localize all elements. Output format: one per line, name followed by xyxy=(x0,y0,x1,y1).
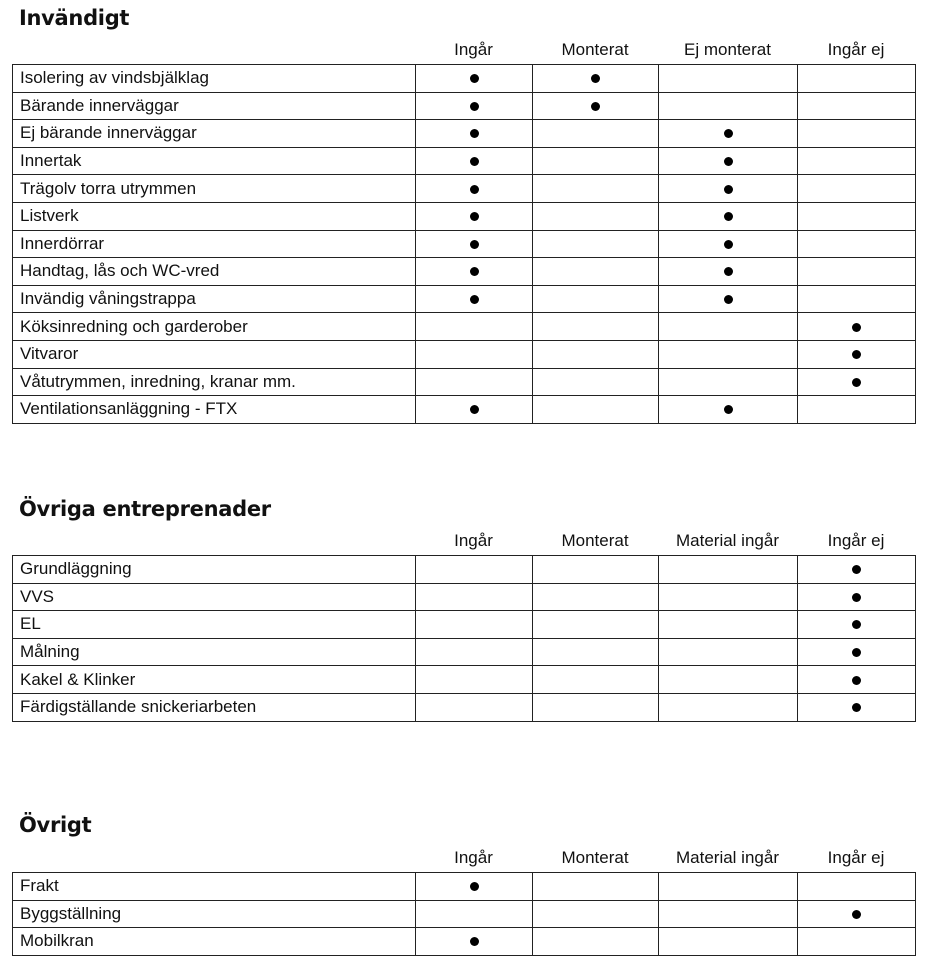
bullet-mark-icon xyxy=(470,882,479,891)
bullet-mark-icon xyxy=(470,937,479,946)
mark-cell xyxy=(533,202,659,230)
table-row xyxy=(13,368,916,396)
table-row xyxy=(13,258,916,286)
mark-cell xyxy=(798,583,916,611)
mark-cell xyxy=(416,202,533,230)
table-row xyxy=(13,583,916,611)
mark-cell xyxy=(533,340,659,368)
column-header-ej-monterat: Ej monterat xyxy=(684,40,771,59)
row-label: Bärande innerväggar xyxy=(13,92,416,120)
mark-cell xyxy=(659,92,798,120)
table-ovriga-entreprenader xyxy=(12,555,916,722)
row-label: Isolering av vindsbjälklag xyxy=(13,65,416,93)
mark-cell xyxy=(798,258,916,286)
row-label: Våtutrymmen, inredning, kranar mm. xyxy=(13,368,416,396)
mark-cell xyxy=(533,900,659,928)
mark-cell xyxy=(798,611,916,639)
column-header-monterat: Monterat xyxy=(561,531,629,550)
bullet-mark-icon xyxy=(470,240,479,249)
bullet-mark-icon xyxy=(724,185,733,194)
mark-cell xyxy=(416,65,533,93)
mark-cell xyxy=(416,693,533,721)
bullet-mark-icon xyxy=(852,676,861,685)
bullet-mark-icon xyxy=(852,593,861,602)
table-row xyxy=(13,230,916,258)
mark-cell xyxy=(798,638,916,666)
mark-cell xyxy=(416,873,533,901)
mark-cell xyxy=(416,556,533,584)
table-row xyxy=(13,693,916,721)
mark-cell xyxy=(659,928,798,956)
mark-cell xyxy=(533,873,659,901)
table-ovrigt xyxy=(12,872,916,956)
mark-cell xyxy=(798,928,916,956)
column-header-ingar: Ingår xyxy=(454,40,493,59)
column-header-monterat: Monterat xyxy=(561,40,629,59)
mark-cell xyxy=(416,396,533,424)
mark-cell xyxy=(533,396,659,424)
mark-cell xyxy=(416,147,533,175)
mark-cell xyxy=(416,258,533,286)
mark-cell xyxy=(533,313,659,341)
bullet-mark-icon xyxy=(470,295,479,304)
bullet-mark-icon xyxy=(470,212,479,221)
bullet-mark-icon xyxy=(591,74,600,83)
bullet-mark-icon xyxy=(724,405,733,414)
mark-cell xyxy=(416,638,533,666)
mark-cell xyxy=(798,340,916,368)
column-header-ingar: Ingår xyxy=(454,531,493,550)
mark-cell xyxy=(659,175,798,203)
column-header-material-ingar: Material ingår xyxy=(676,531,779,550)
bullet-mark-icon xyxy=(470,405,479,414)
mark-cell xyxy=(798,693,916,721)
column-header-monterat: Monterat xyxy=(561,848,629,867)
mark-cell xyxy=(798,285,916,313)
mark-cell xyxy=(798,873,916,901)
mark-cell xyxy=(798,175,916,203)
mark-cell xyxy=(416,583,533,611)
bullet-mark-icon xyxy=(852,323,861,332)
mark-cell xyxy=(533,230,659,258)
row-label: Handtag, lås och WC-vred xyxy=(13,258,416,286)
row-label: Frakt xyxy=(13,873,416,901)
mark-cell xyxy=(533,120,659,148)
mark-cell xyxy=(659,147,798,175)
table-row xyxy=(13,396,916,424)
bullet-mark-icon xyxy=(470,74,479,83)
row-label: EL xyxy=(13,611,416,639)
mark-cell xyxy=(416,928,533,956)
mark-cell xyxy=(659,666,798,694)
bullet-mark-icon xyxy=(724,240,733,249)
mark-cell xyxy=(659,258,798,286)
mark-cell xyxy=(798,230,916,258)
table-row xyxy=(13,873,916,901)
mark-cell xyxy=(533,611,659,639)
mark-cell xyxy=(798,666,916,694)
mark-cell xyxy=(416,92,533,120)
mark-cell xyxy=(659,583,798,611)
bullet-mark-icon xyxy=(852,378,861,387)
bullet-mark-icon xyxy=(852,620,861,629)
mark-cell xyxy=(533,368,659,396)
mark-cell xyxy=(659,611,798,639)
mark-cell xyxy=(659,202,798,230)
section-title: Övriga entreprenader xyxy=(19,497,271,521)
bullet-mark-icon xyxy=(724,212,733,221)
row-label: Ej bärande innerväggar xyxy=(13,120,416,148)
table-row xyxy=(13,147,916,175)
section-title: Övrigt xyxy=(19,813,92,837)
mark-cell xyxy=(798,368,916,396)
row-label: Kakel & Klinker xyxy=(13,666,416,694)
mark-cell xyxy=(659,120,798,148)
table-row xyxy=(13,611,916,639)
mark-cell xyxy=(533,285,659,313)
mark-cell xyxy=(416,900,533,928)
row-label: Listverk xyxy=(13,202,416,230)
table-row xyxy=(13,666,916,694)
bullet-mark-icon xyxy=(724,157,733,166)
mark-cell xyxy=(659,285,798,313)
table-row xyxy=(13,175,916,203)
mark-cell xyxy=(798,313,916,341)
column-header-material-ingar: Material ingår xyxy=(676,848,779,867)
bullet-mark-icon xyxy=(470,129,479,138)
mark-cell xyxy=(798,120,916,148)
row-label: Innertak xyxy=(13,147,416,175)
row-label: Trägolv torra utrymmen xyxy=(13,175,416,203)
column-header-ingar-ej: Ingår ej xyxy=(827,40,885,59)
mark-cell xyxy=(659,368,798,396)
row-label: Mobilkran xyxy=(13,928,416,956)
mark-cell xyxy=(798,147,916,175)
mark-cell xyxy=(659,873,798,901)
bullet-mark-icon xyxy=(852,648,861,657)
table-row xyxy=(13,928,916,956)
mark-cell xyxy=(416,666,533,694)
mark-cell xyxy=(659,556,798,584)
mark-cell xyxy=(416,313,533,341)
mark-cell xyxy=(659,638,798,666)
table-row xyxy=(13,120,916,148)
row-label: Målning xyxy=(13,638,416,666)
mark-cell xyxy=(533,928,659,956)
mark-cell xyxy=(533,666,659,694)
mark-cell xyxy=(533,92,659,120)
bullet-mark-icon xyxy=(852,703,861,712)
row-label: Innerdörrar xyxy=(13,230,416,258)
mark-cell xyxy=(533,583,659,611)
row-label: Byggställning xyxy=(13,900,416,928)
row-label: Köksinredning och garderober xyxy=(13,313,416,341)
mark-cell xyxy=(416,175,533,203)
table-row xyxy=(13,65,916,93)
table-row xyxy=(13,285,916,313)
mark-cell xyxy=(659,396,798,424)
bullet-mark-icon xyxy=(470,102,479,111)
mark-cell xyxy=(659,65,798,93)
row-label: VVS xyxy=(13,583,416,611)
mark-cell xyxy=(533,693,659,721)
row-label: Färdigställande snickeriarbeten xyxy=(13,693,416,721)
mark-cell xyxy=(533,556,659,584)
mark-cell xyxy=(659,230,798,258)
mark-cell xyxy=(416,230,533,258)
mark-cell xyxy=(533,65,659,93)
bullet-mark-icon xyxy=(852,565,861,574)
mark-cell xyxy=(659,900,798,928)
bullet-mark-icon xyxy=(470,157,479,166)
mark-cell xyxy=(798,92,916,120)
mark-cell xyxy=(416,285,533,313)
column-header-ingar-ej: Ingår ej xyxy=(827,531,885,550)
table-row xyxy=(13,556,916,584)
bullet-mark-icon xyxy=(852,350,861,359)
column-header-ingar: Ingår xyxy=(454,848,493,867)
table-row xyxy=(13,340,916,368)
table-row xyxy=(13,202,916,230)
mark-cell xyxy=(416,120,533,148)
bullet-mark-icon xyxy=(591,102,600,111)
bullet-mark-icon xyxy=(724,129,733,138)
mark-cell xyxy=(533,258,659,286)
table-row xyxy=(13,638,916,666)
mark-cell xyxy=(533,638,659,666)
mark-cell xyxy=(416,368,533,396)
column-header-ingar-ej: Ingår ej xyxy=(827,848,885,867)
table-row xyxy=(13,92,916,120)
mark-cell xyxy=(659,693,798,721)
mark-cell xyxy=(416,340,533,368)
mark-cell xyxy=(659,313,798,341)
mark-cell xyxy=(798,396,916,424)
table-row xyxy=(13,313,916,341)
mark-cell xyxy=(533,147,659,175)
mark-cell xyxy=(798,556,916,584)
row-label: Grundläggning xyxy=(13,556,416,584)
table-row xyxy=(13,900,916,928)
mark-cell xyxy=(659,340,798,368)
table-invandigt xyxy=(12,64,916,424)
row-label: Vitvaror xyxy=(13,340,416,368)
bullet-mark-icon xyxy=(470,185,479,194)
section-title: Invändigt xyxy=(19,6,130,30)
mark-cell xyxy=(416,611,533,639)
bullet-mark-icon xyxy=(724,267,733,276)
row-label: Invändig våningstrappa xyxy=(13,285,416,313)
row-label: Ventilationsanläggning - FTX xyxy=(13,396,416,424)
bullet-mark-icon xyxy=(852,910,861,919)
mark-cell xyxy=(798,202,916,230)
mark-cell xyxy=(798,65,916,93)
mark-cell xyxy=(533,175,659,203)
bullet-mark-icon xyxy=(724,295,733,304)
bullet-mark-icon xyxy=(470,267,479,276)
mark-cell xyxy=(798,900,916,928)
